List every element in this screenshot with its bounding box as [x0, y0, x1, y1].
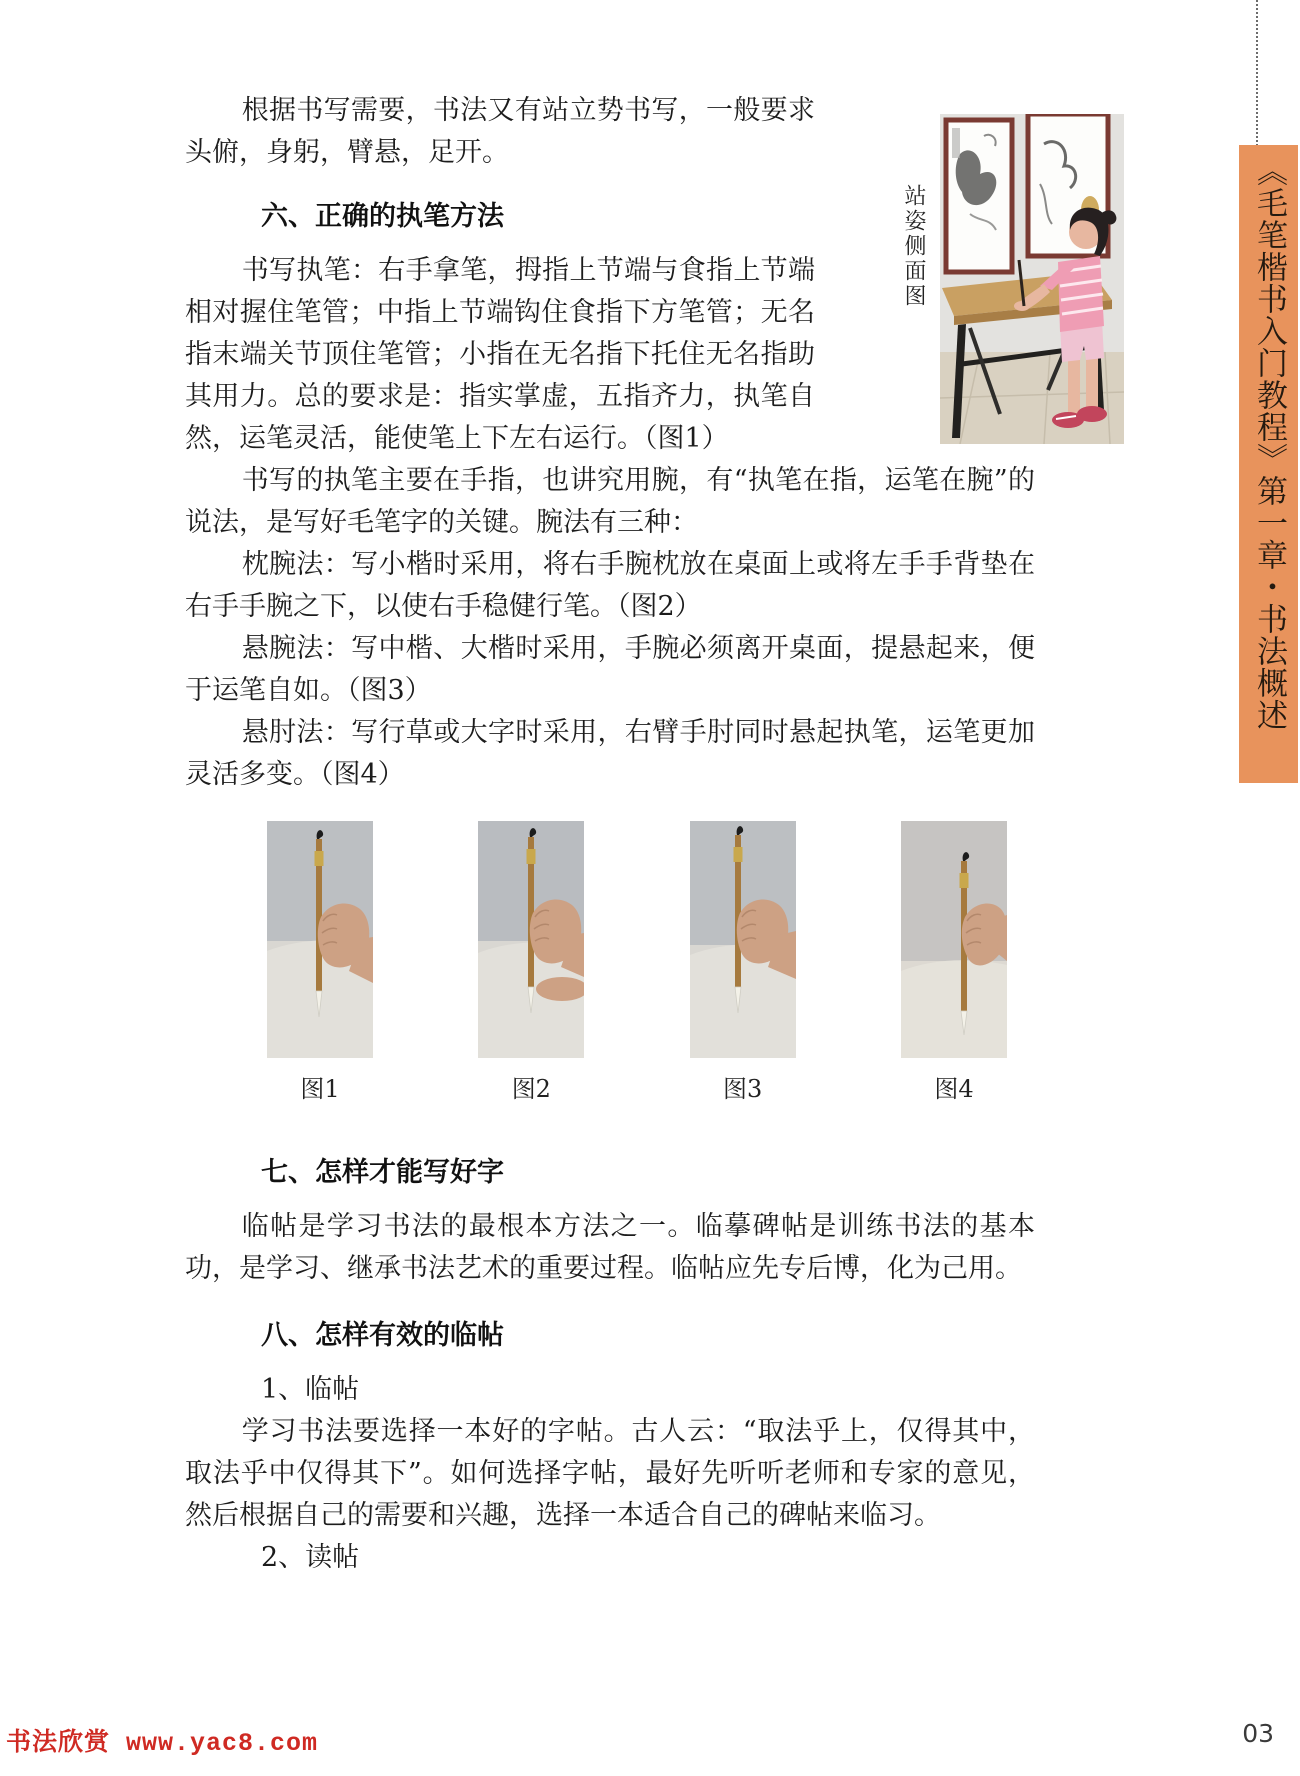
subitem-2-dutie: 2、读帖 — [261, 1542, 360, 1573]
figure-1 — [267, 821, 373, 1104]
brush-grip-photo-3 — [690, 821, 796, 1058]
figure-3-caption: 图3 — [723, 1075, 763, 1103]
figure-3 — [690, 821, 796, 1104]
section-heading-7: 七、怎样才能写好字 — [261, 1157, 504, 1188]
paragraph-xuanzhou: 悬肘法：写行草或大字时采用，右臂手肘同时悬起执笔，运笔更加灵活多变。（图4） — [185, 717, 1035, 790]
figure-1-caption: 图1 — [300, 1075, 340, 1103]
figure-4-caption: 图4 — [934, 1075, 974, 1103]
paragraph-choosing-copybook: 学习书法要选择一本好的字帖。古人云：“取法乎上，仅得其中，取法乎中仅得其下”。如何选择字帖，最好先听听老师和专家的意见，然后根据自己的需要和兴趣，选择一本适合自己的碑帖来临习。 — [185, 1416, 1035, 1531]
brush-grip-photo-2 — [478, 821, 584, 1058]
chapter-banner-title: 《毛笔楷书入门教程》第一章・书法概述 — [1251, 155, 1287, 731]
brush-grip-photo-1 — [267, 821, 373, 1058]
page-number: 03 — [1242, 1719, 1274, 1748]
figure-4 — [901, 821, 1007, 1104]
brush-grip-figure-row — [185, 821, 1035, 1104]
dotted-guide-line — [1256, 0, 1258, 146]
paragraph-zhenwan: 枕腕法：写小楷时采用，将右手腕枕放在桌面上或将左手手背垫在右手手腕之下，以使右手稳健行笔。（图2） — [185, 549, 1035, 622]
footer-site-text: 书法欣赏 www.yac8.com — [6, 1729, 319, 1758]
figure-2-caption: 图2 — [511, 1075, 551, 1103]
brush-grip-photo-4 — [901, 821, 1007, 1058]
paragraph-copying-intro: 临帖是学习书法的最根本方法之一。临摹碑帖是训练书法的基本功，是学习、继承书法艺术的重要过程。临帖应先专后博，化为己用。 — [185, 1211, 1035, 1284]
paragraph-wrist-intro: 书写的执笔主要在手指，也讲究用腕，有“执笔在指，运笔在腕”的说法，是写好毛笔字的关键。腕法有三种： — [185, 465, 1035, 538]
paragraph-grip-method: 书写执笔：右手拿笔，拇指上节端与食指上节端相对握住笔管；中指上节端钩住食指下方笔管；无名指末端关节顶住笔管；小指在无名指下托住无名指助其用力。总的要求是：指实掌虚，五指齐力，执笔自然，运笔灵活，能使笔上下左右运行。（图1） — [185, 255, 815, 454]
chapter-banner — [1239, 145, 1298, 783]
subitem-1-lintie: 1、临帖 — [261, 1374, 360, 1405]
section-heading-6: 六、正确的执笔方法 — [261, 201, 504, 232]
standing-posture-caption: 站姿侧面图 — [901, 184, 926, 309]
photo-wrap-spacer — [815, 90, 1035, 452]
main-text-column — [185, 90, 1035, 1579]
paragraph-intro: 根据书写需要，书法又有站立势书写，一般要求头俯，身躬，臂悬，足开。 — [185, 95, 815, 168]
paragraph-xuanwan: 悬腕法：写中楷、大楷时采用，手腕必须离开桌面，提悬起来，便于运笔自如。（图3） — [185, 633, 1035, 706]
section-heading-8: 八、怎样有效的临帖 — [261, 1320, 504, 1351]
figure-2 — [478, 821, 584, 1104]
